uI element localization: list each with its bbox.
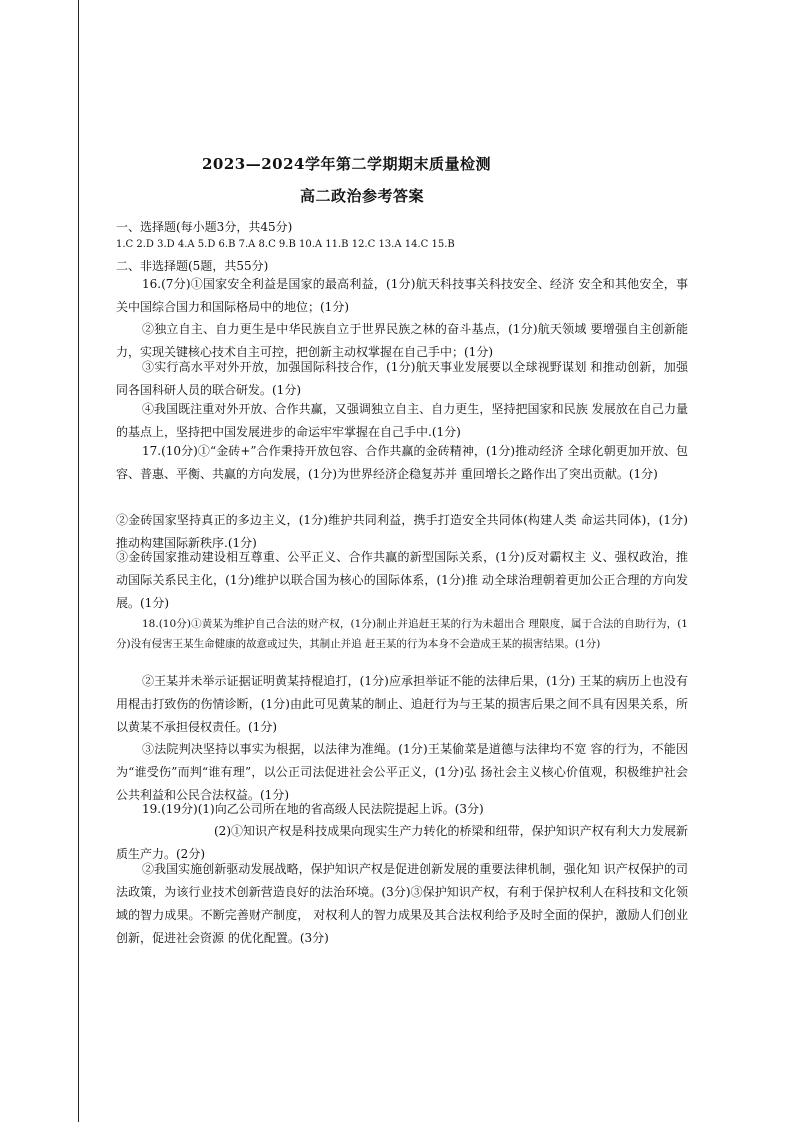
choice-answers: 1.C 2.D 3.D 4.A 5.D 6.B 7.A 8.C 9.B 10.A 11.B 12.C 13.A 14.C 15.B (116, 239, 455, 250)
q16-point-1: 16.(7分)①国家安全利益是国家的最高利益，(1分)航天科技事关科技安全、经济 安全和其他安全，事关中国综合国力和国际格局中的地位；(1分) (116, 277, 688, 314)
q17-point-2: ②金砖国家坚持真正的多边主义，(1分)维护共同利益，携手打造安全共同体(构建人类 命运共同体)，(1分)推动构建国际新秩序.(1分) (116, 513, 688, 550)
exam-title: 2023—2024学年第二学期期末质量检测 (202, 155, 491, 173)
section1-heading: 一、选择题(每小题3分，共45分) (116, 220, 293, 234)
q16-point-3: ③实行高水平对外开放，加强国际科技合作，(1分)航天事业发展要以全球视野谋划 和推动创新，加强同各国科研人员的联合研发。(1分) (116, 360, 688, 397)
q18-point-3: ③法院判决坚持以事实为根据，以法律为准绳。(1分)王某偷菜是道德与法律均不宽 容的行为，不能因为“谁受伤”而判“谁有理”，以公正司法促进社会公平正义，(1分)弘 扬社会主义核心价值观，积极维护社会公共利益和公民合法权益。(1分) (116, 742, 688, 802)
q17-point-3: ③金砖国家推动建设相互尊重、公平正义、合作共赢的新型国际关系，(1分)反对霸权主 义、强权政治，推动国际关系民主化，(1分)维护以联合国为核心的国际体系，(1分)推 动全球治理朝着更加公正合理的方向发展。(1分) (116, 550, 688, 610)
q19-point-3: ②我国实施创新驱动发展战略，保护知识产权是促进创新发展的重要法律机制，强化知 识产权保护的司法政策，为该行业技术创新营造良好的法治环境。(3分)③保护知识产权，有利于保护权利人在科技和文化领域的智力成果。不断完善财产制度， 对权利人的智力成果及其合法权利给予及时全面的保护，激励人们创业创新，促进社会资源 的优化配置。(3分) (116, 862, 688, 945)
q18-point-2: ②王某并未举示证据证明黄某持棍追打，(1分)应承担举证不能的法律后果，(1分) 王某的病历上也没有用棍击打致伤的伤情诊断，(1分)由此可见黄某的制止、追赶行为与王某的损害后果之间不具有因果关系，所以黄某不承担侵权责任。(1分) (116, 674, 688, 734)
section2-heading: 二、非选择题(5题，共55分) (116, 259, 269, 273)
q17-point-1: 17.(10分)①“金砖+”合作秉持开放包容、合作共赢的金砖精神，(1分)推动经济 全球化朝更加开放、包容、普惠、平衡、共赢的方向发展，(1分)为世界经济企稳复苏并 重回增长之路作出了突出贡献。(1分) (116, 444, 688, 481)
answer-subtitle: 高二政治参考答案 (300, 187, 425, 205)
q19-point-2: (2)①知识产权是科技成果向现实生产力转化的桥梁和纽带，保护知识产权有利大力发展新质生产力。(2分) (116, 824, 688, 861)
q16-point-2: ②独立自主、自力更生是中华民族自立于世界民族之林的奋斗基点，(1分)航天领域 要增强自主创新能力，实现关键核心技术自主可控，把创新主动权掌握在自己手中；(1分) (116, 322, 688, 359)
q16-point-4: ④我国既注重对外开放、合作共赢，又强调独立自主、自力更生，坚持把国家和民族 发展放在自己力量的基点上，坚持把中国发展进步的命运牢牢掌握在自己手中.(1分) (116, 402, 688, 439)
q19-point-1: 19.(19分)(1)向乙公司所在地的省高级人民法院提起上诉。(3分) (142, 802, 484, 816)
binding-margin-line (78, 0, 79, 1122)
q18-point-1: 18.(10分)①黄某为维护自己合法的财产权，(1分)制止并追赶王某的行为未超出合 理限度，属于合法的自助行为，(1分)没有侵害王某生命健康的故意或过失，其制止并追 赶王某的行为本身不会造成王某的损害结果。(1分) (116, 618, 688, 650)
